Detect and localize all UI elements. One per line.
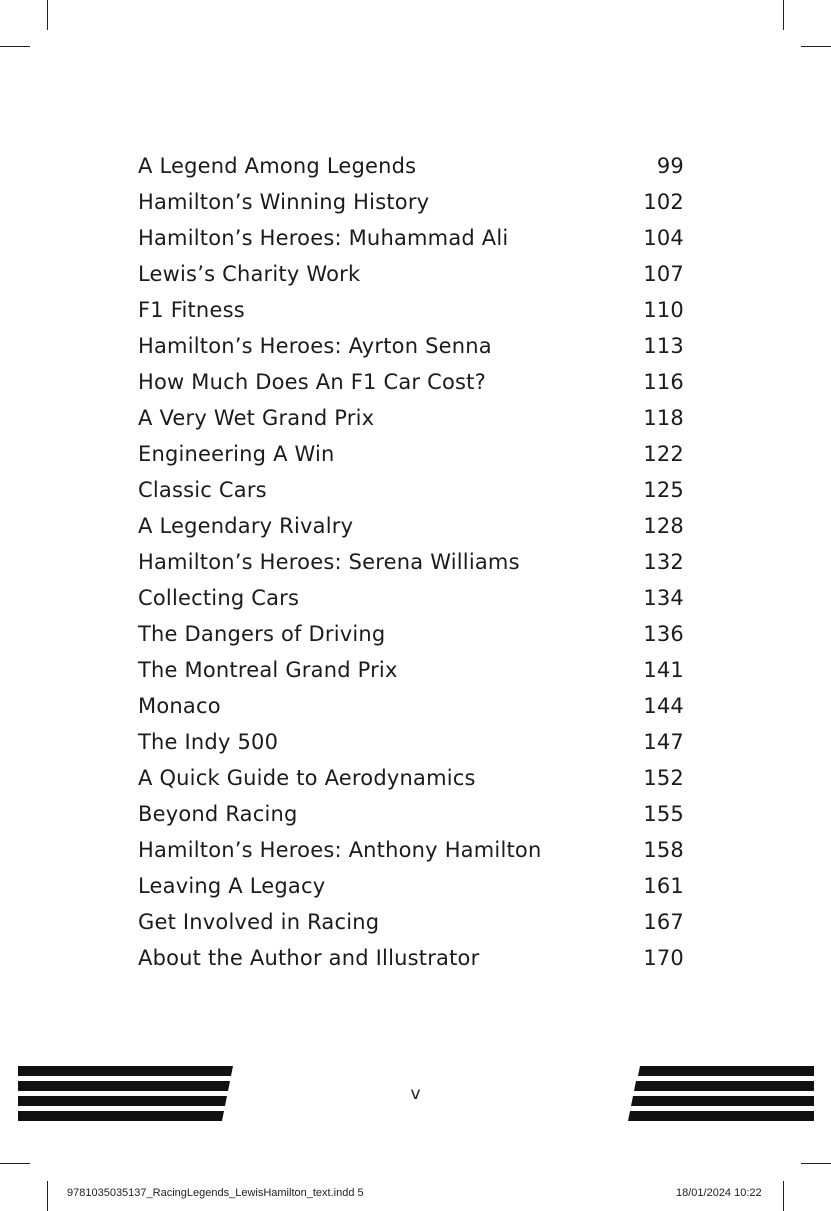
toc-entry-page: 152 [643,766,684,790]
toc-entry [138,652,684,688]
toc-entry-page: 113 [643,334,684,358]
toc-entry-title: F1 Fitness [138,298,245,322]
toc-entry-page: 125 [643,478,684,502]
toc-entry [138,364,684,400]
page-number: v [410,1084,421,1104]
toc-entry-title: How Much Does An F1 Car Cost? [138,370,486,394]
toc-entry [138,436,684,472]
crop-mark-top-right-h [801,46,831,47]
print-slug-filename: 9781035035137_RacingLegends_LewisHamilton_text.indd 5 [67,1187,364,1199]
toc-entry-page: 116 [643,370,684,394]
toc-entry-title: A Legendary Rivalry [138,514,354,538]
toc-entry-title: Beyond Racing [138,802,298,826]
crop-mark-bottom-right [783,1181,784,1211]
toc-entry-title: Lewis’s Charity Work [138,262,361,286]
toc-entry [138,868,684,904]
toc-entry [138,688,684,724]
toc-entry [138,544,684,580]
toc-entry-title: Engineering A Win [138,442,335,466]
crop-mark-bottom-left-h [0,1163,30,1164]
toc-entry-page: 158 [643,838,684,862]
toc-entry-page: 110 [643,298,684,322]
toc-entry-page: 104 [643,226,684,250]
toc-entry-page: 134 [643,586,684,610]
crop-mark-top-left-h [0,46,30,47]
toc-entry-title: Leaving A Legacy [138,874,326,898]
toc-entry [138,904,684,940]
toc-entry [138,724,684,760]
toc-entry-title: Get Involved in Racing [138,910,380,934]
toc-entry-title: A Legend Among Legends [138,154,417,178]
toc-entry-title: Hamilton’s Heroes: Anthony Hamilton [138,838,542,862]
toc-entry [138,508,684,544]
toc-entry-page: 128 [643,514,684,538]
toc-entry-title: The Montreal Grand Prix [138,658,398,682]
toc-entry-title: Hamilton’s Heroes: Serena Williams [138,550,520,574]
toc-entry-page: 167 [643,910,684,934]
toc-entry [138,328,684,364]
toc-entry-page: 155 [643,802,684,826]
crop-mark-top-right [783,0,784,30]
toc-entry-title: The Dangers of Driving [138,622,386,646]
toc-entry [138,256,684,292]
crop-mark-bottom-left [47,1181,48,1211]
toc-entry [138,616,684,652]
toc-entry-page: 118 [643,406,684,430]
toc-entry [138,796,684,832]
toc-entry [138,148,684,184]
toc-entry-title: Monaco [138,694,221,718]
toc-entry [138,292,684,328]
toc-entry-page: 136 [643,622,684,646]
toc-entry-title: Hamilton’s Heroes: Ayrton Senna [138,334,492,358]
toc-entry-page: 144 [643,694,684,718]
toc-entry-page: 170 [643,946,684,970]
print-slug-date: 18/01/2024 10:22 [676,1187,762,1199]
toc-entry [138,832,684,868]
toc-entry-title: A Quick Guide to Aerodynamics [138,766,476,790]
toc-entry [138,940,684,976]
toc-entry [138,760,684,796]
toc-entry [138,220,684,256]
crop-mark-bottom-right-h [801,1163,831,1164]
toc-entry-title: The Indy 500 [138,730,279,754]
toc-entry-title: A Very Wet Grand Prix [138,406,375,430]
toc-entry-page: 141 [643,658,684,682]
toc-entry [138,472,684,508]
toc-entry-page: 102 [643,190,684,214]
toc-entry-page: 122 [643,442,684,466]
toc-entry [138,184,684,220]
crop-mark-top-left [47,0,48,30]
toc-entry [138,400,684,436]
toc-entry-page: 99 [656,154,684,178]
toc-entry-page: 161 [643,874,684,898]
toc-entry-page: 107 [643,262,684,286]
toc-entry-title: About the Author and Illustrator [138,946,480,970]
toc-entry-page: 147 [643,730,684,754]
toc-entry-title: Hamilton’s Heroes: Muhammad Ali [138,226,509,250]
toc-entry-title: Classic Cars [138,478,267,502]
toc-entry-title: Hamilton’s Winning History [138,190,430,214]
toc-entry [138,580,684,616]
table-of-contents [138,148,684,976]
toc-entry-title: Collecting Cars [138,586,300,610]
toc-entry-page: 132 [643,550,684,574]
